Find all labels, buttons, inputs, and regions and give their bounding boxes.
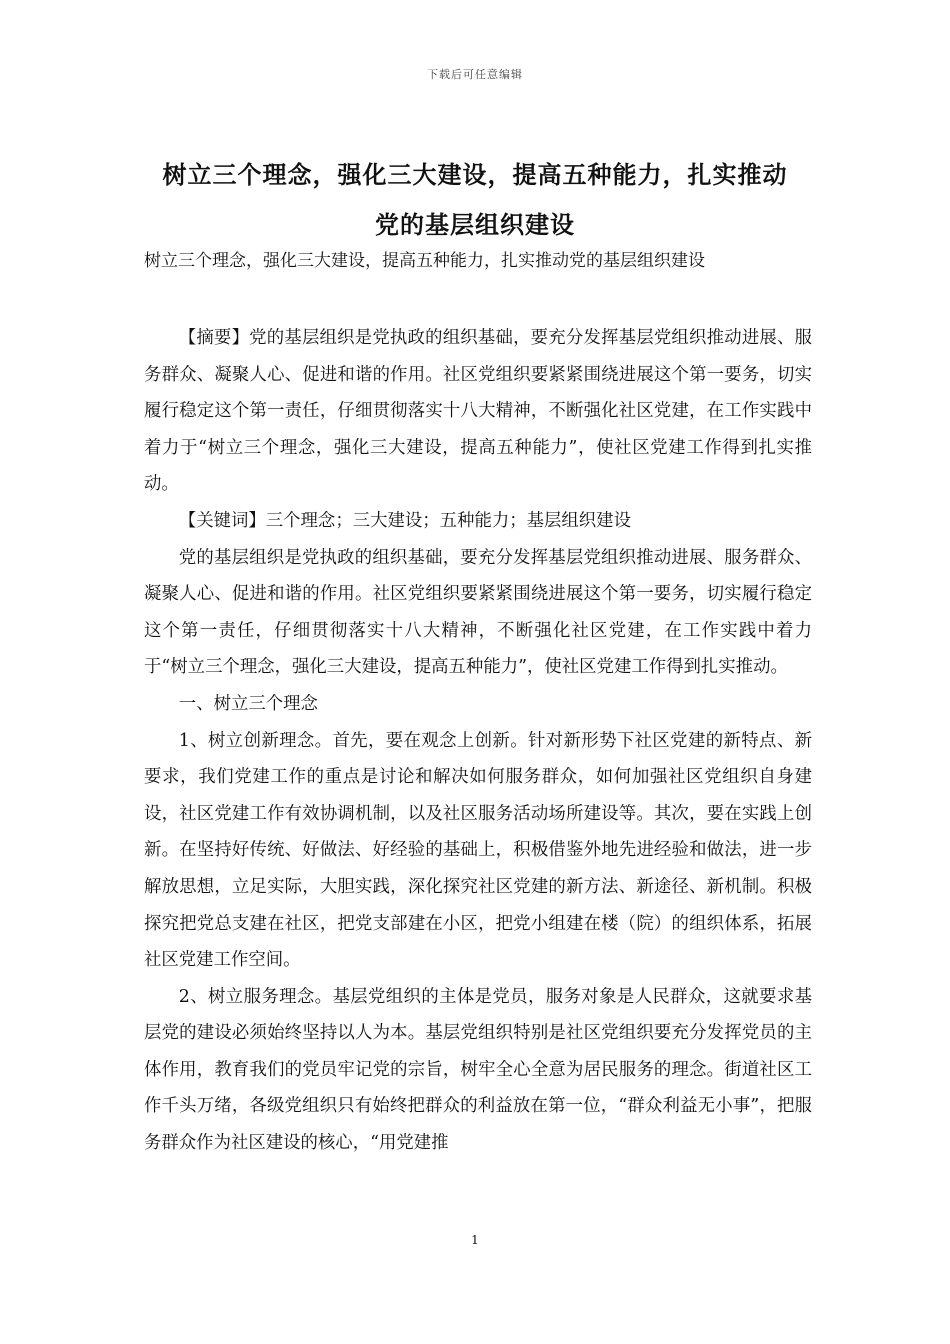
- body-paragraph-innovation: 1、树立创新理念。首先，要在观念上创新。针对新形势下社区党建的新特点、新要求，我们党建工作的重点是讨论和解决如何服务群众，如何加强社区党组织自身建设，社区党建工作有效协调机制，以及社区服务活动场所建设等。其次，要在实践上创新。在坚持好传统、好做法、好经验的基础上，积极借鉴外地先进经验和做法，进一步解放思想，立足实际，大胆实践，深化探究社区党建的新方法、新途径、新机制。积极探究把党总支建在社区，把党支部建在小区，把党小组建在楼（院）的组织体系，拓展社区党建工作空间。: [144, 730, 812, 971]
- document-subtitle: 树立三个理念，强化三大建设，提高五种能力，扎实推动党的基层组织建设: [144, 251, 705, 271]
- keywords-paragraph: 【关键词】三个理念；三大建设；五种能力；基层组织建设: [178, 510, 631, 531]
- section-heading-1: 一、树立三个理念: [178, 693, 318, 714]
- title-line-1: 树立三个理念，强化三大建设，提高五种能力，扎实推动: [162, 160, 788, 189]
- document-title: [120, 150, 830, 250]
- header-note: 下载后可任意编辑: [427, 68, 523, 81]
- title-line-2: 党的基层组织建设: [375, 210, 575, 239]
- intro-paragraph: 党的基层组织是党执政的组织基础，要充分发挥基层党组织推动进展、服务群众、凝聚人心、促进和谐的作用。社区党组织要紧紧围绕进展这个第一要务，切实履行稳定这个第一责任，仔细贯彻落实十八大精神，不断强化社区党建，在工作实践中着力于“树立三个理念，强化三大建设，提高五种能力”，使社区党建工作得到扎实推动。: [144, 547, 812, 678]
- document-body: [144, 320, 812, 1162]
- abstract-paragraph: 【摘要】党的基层组织是党执政的组织基础，要充分发挥基层党组织推动进展、服务群众、凝聚人心、促进和谐的作用。社区党组织要紧紧围绕进展这个第一要务，切实履行稳定这个第一责任，仔细贯彻落实十八大精神，不断强化社区党建，在工作实践中着力于“树立三个理念，强化三大建设，提高五种能力”，使社区党建工作得到扎实推动。: [144, 328, 812, 495]
- body-paragraph-service: 2、树立服务理念。基层党组织的主体是党员，服务对象是人民群众，这就要求基层党的建设必须始终坚持以人为本。基层党组织特别是社区党组织要充分发挥党员的主体作用，教育我们的党员牢记党的宗旨，树牢全心全意为居民服务的理念。街道社区工作千头万绪，各级党组织只有始终把群众的利益放在第一位，“群众利益无小事”，把服务群众作为社区建设的核心，“用党建推: [144, 986, 812, 1154]
- page-number: 1: [471, 1233, 479, 1247]
